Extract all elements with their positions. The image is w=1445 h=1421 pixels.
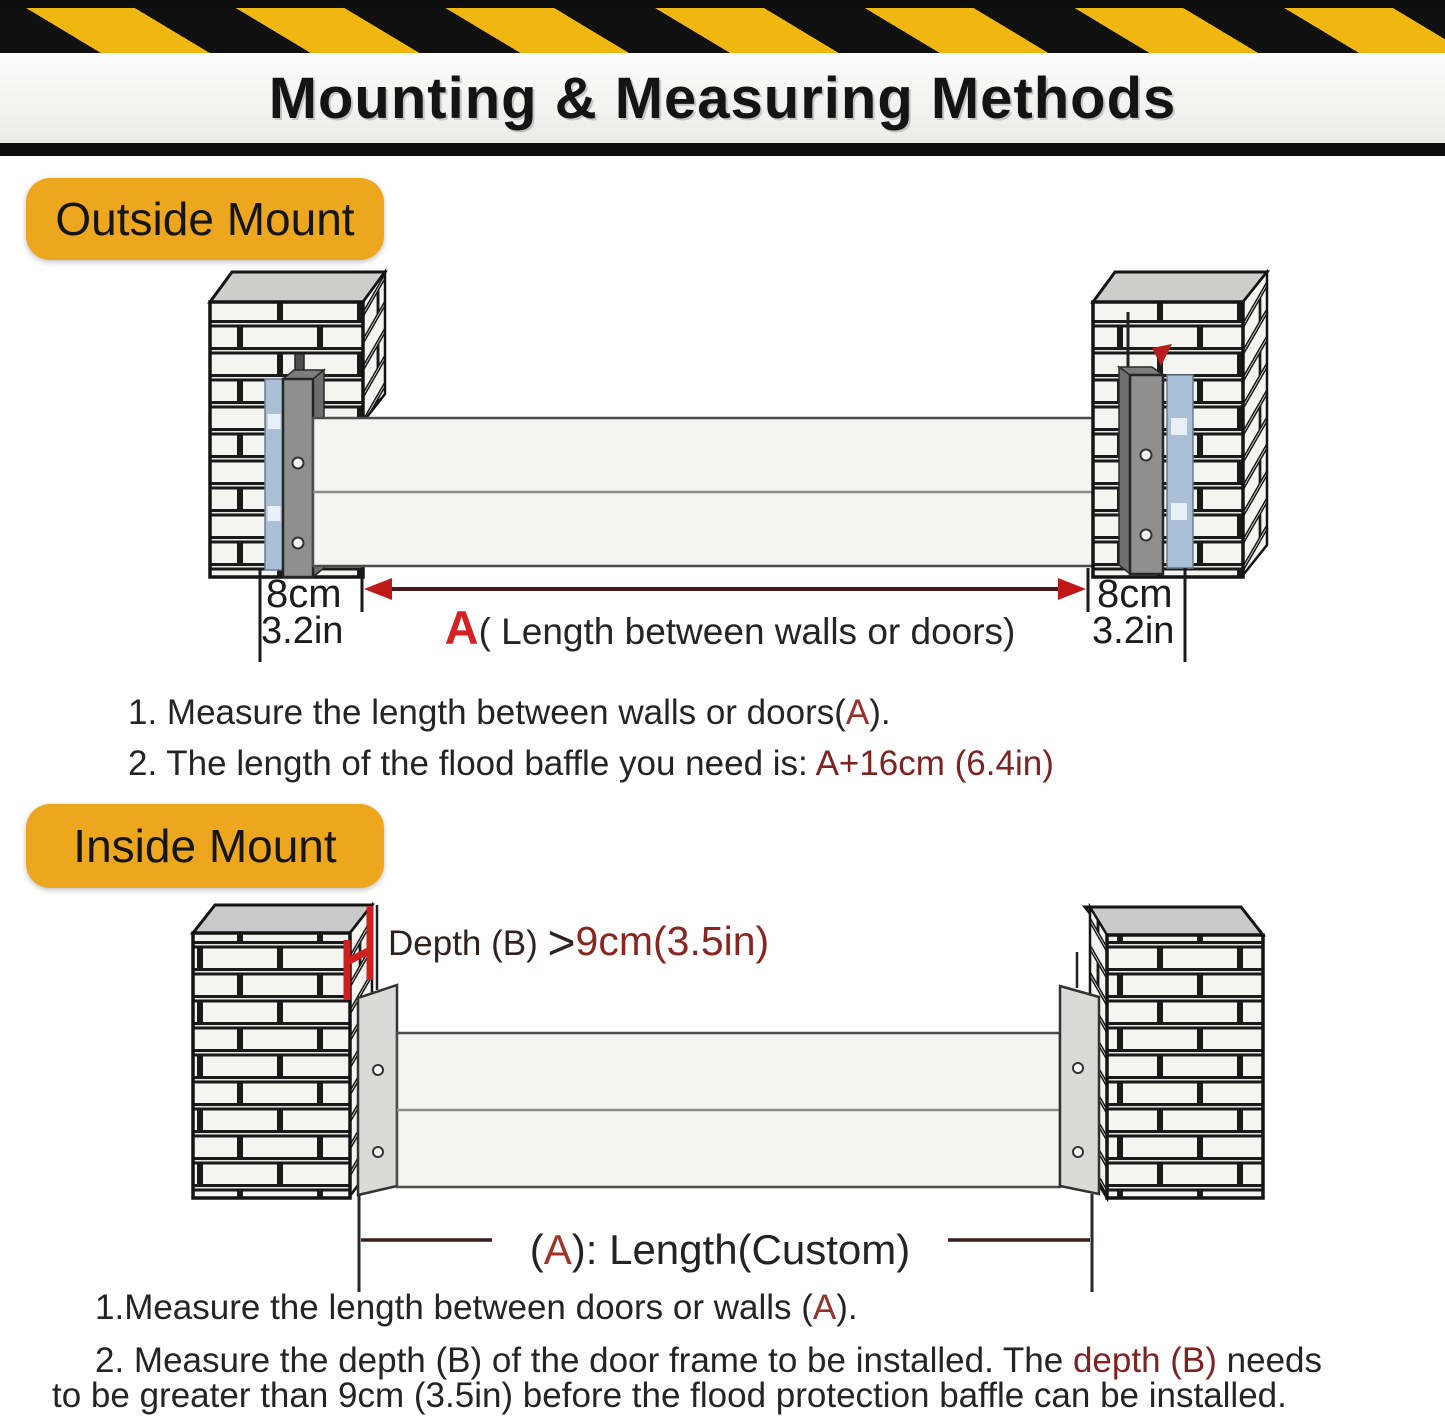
outside-span-label (400, 600, 1060, 655)
outside-left-offset-in: 3.2in (261, 610, 344, 652)
outside-step-1 (128, 693, 891, 733)
screw-hole (293, 538, 304, 549)
step-highlight: A (845, 693, 870, 732)
pillar-front-face (1107, 935, 1263, 1198)
inside-step-2 (95, 1341, 1322, 1381)
dimension-letter-a: A (444, 601, 479, 654)
inside-right-pillar (1060, 907, 1263, 1198)
depth-value: 9cm(3.5in) (575, 918, 770, 964)
outside-mount-label (26, 178, 384, 260)
screw-hole (1073, 1147, 1083, 1157)
outside-flood-barrier (313, 418, 1135, 566)
pillar-side-face (1243, 272, 1267, 575)
screw-hole (293, 458, 304, 469)
inside-step-1 (95, 1288, 858, 1328)
inside-step-2-line-2 (52, 1376, 1287, 1416)
step-highlight: A (812, 1288, 837, 1327)
screw-hole (1141, 530, 1152, 541)
step-text: needs (1216, 1341, 1323, 1380)
outside-right-pillar (1093, 272, 1267, 577)
inside-left-pillar (193, 905, 397, 1198)
outside-left-offset-cm: 8cm (266, 572, 342, 616)
depth-label-text: Depth (B) (388, 924, 548, 963)
arrowhead-right (1058, 578, 1086, 600)
blue-seal-strip (265, 379, 283, 570)
step-text: ). (869, 693, 891, 732)
step-highlight: depth (B) (1072, 1341, 1217, 1380)
inside-mount-label (26, 804, 384, 888)
span-text: ): Length(Custom) (571, 1226, 911, 1273)
step-text: 1. Measure the length between walls or doors( (128, 693, 846, 732)
step-highlight: A+16cm (6.4in) (815, 744, 1054, 783)
outside-right-offset-cm: 8cm (1097, 572, 1173, 616)
outside-step-2 (128, 744, 1054, 784)
inside-span-label (430, 1226, 1010, 1274)
step-text: ). (836, 1288, 858, 1327)
outside-mount-label-text: Outside Mount (55, 193, 355, 245)
inside-flood-barrier (397, 1033, 1060, 1187)
screw-hole (1073, 1063, 1083, 1073)
screw-hole (373, 1147, 383, 1157)
depth-annotation (388, 916, 769, 971)
greater-than-sign: > (547, 917, 576, 970)
pillar-front-face (193, 933, 350, 1198)
blue-seal-strip (1167, 375, 1193, 568)
arrowhead-left (364, 578, 392, 600)
screw-hole (1141, 450, 1152, 461)
dimension-letter-a: A (543, 1226, 572, 1273)
screw-hole (373, 1065, 383, 1075)
page-title: Mounting & Measuring Methods (268, 66, 1177, 131)
mounting-channel (1060, 986, 1099, 1194)
step-text: 2. Measure the depth (B) of the door frame to be installed. The (95, 1341, 1073, 1380)
step-text: 2. The length of the flood baffle you need is: (128, 744, 816, 783)
outside-span-text: ( Length between walls or doors) (478, 611, 1016, 652)
mounting-channel (358, 985, 397, 1195)
step-text: to be greater than 9cm (3.5in) before the flood protection baffle can be installed. (52, 1376, 1287, 1415)
span-text: ( (529, 1226, 544, 1273)
step-text: 1.Measure the length between doors or walls ( (95, 1288, 813, 1327)
inside-mount-label-text: Inside Mount (73, 820, 337, 872)
mounting-channel (1130, 375, 1163, 574)
outside-right-offset-in: 3.2in (1092, 610, 1175, 652)
